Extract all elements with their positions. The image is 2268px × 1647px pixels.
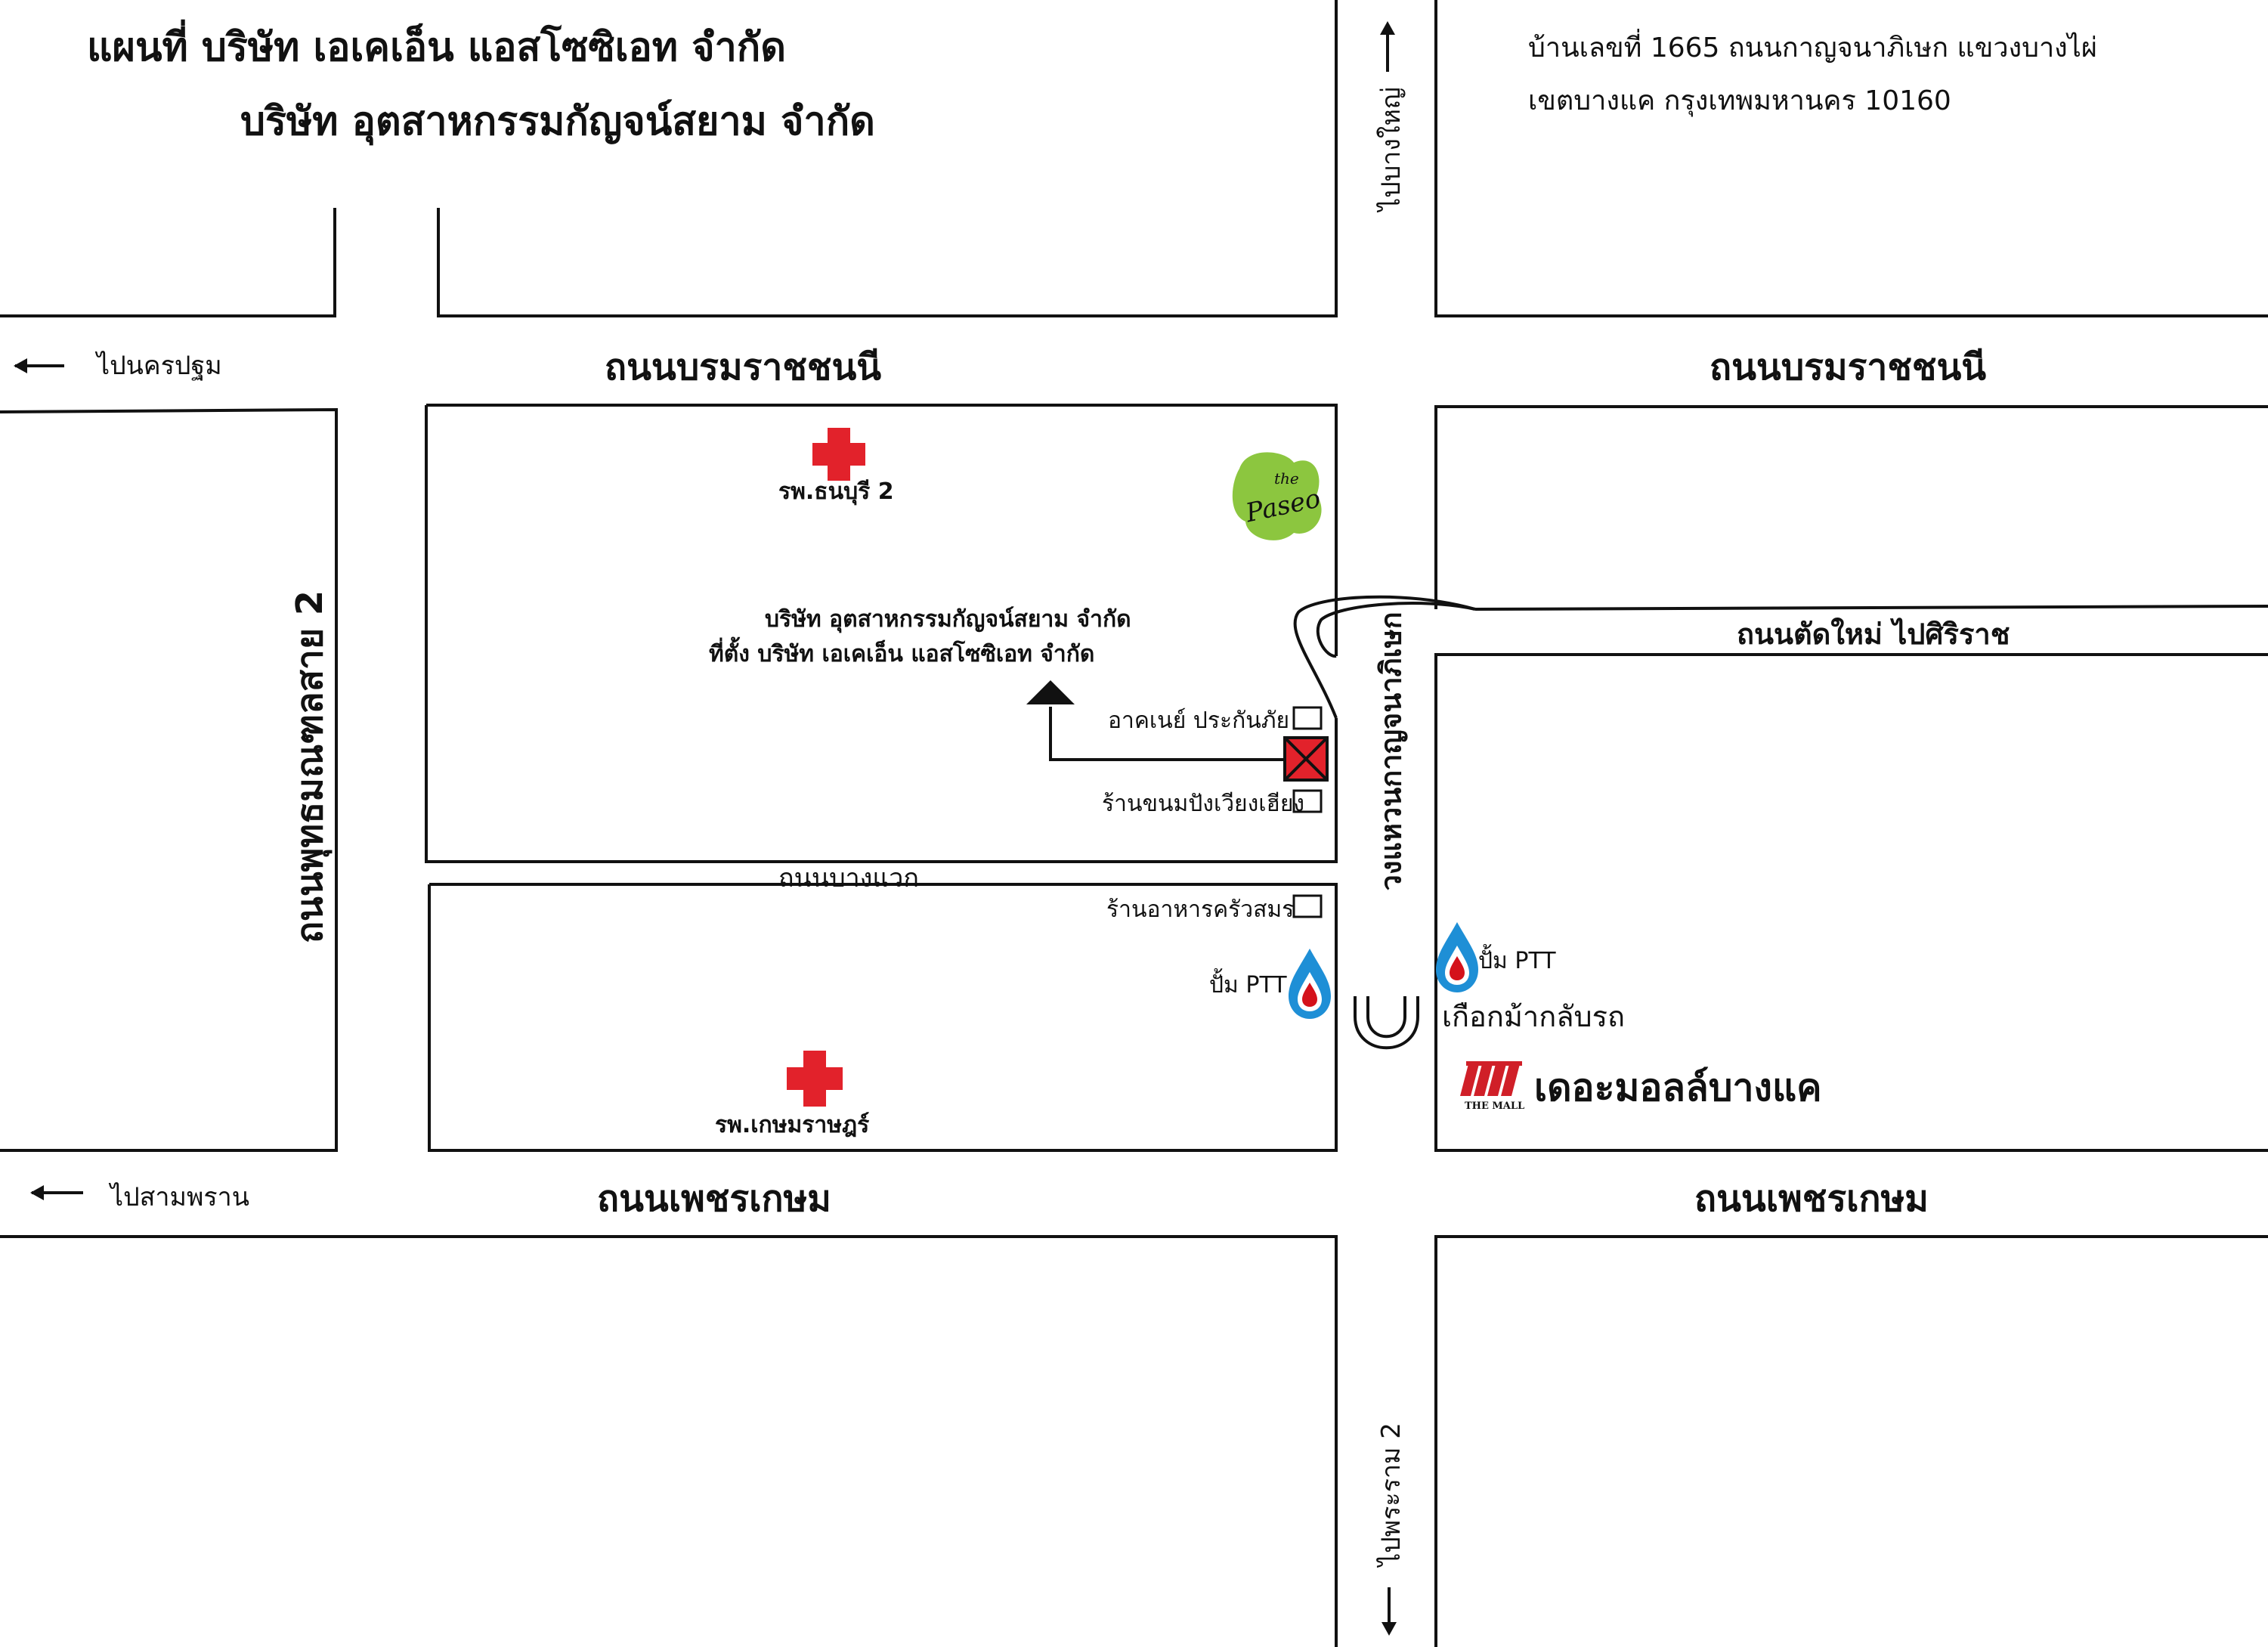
road-edge bbox=[1475, 606, 2268, 609]
the-mall-logo-text: THE MALL bbox=[1465, 1101, 1525, 1112]
address-line2: เขตบางแค กรุงเทพมหานคร 10160 bbox=[1528, 85, 1951, 116]
label-southeast-insurance: อาคเนย์ ประกันภัย bbox=[1108, 707, 1290, 734]
red-cross-icon bbox=[787, 1051, 843, 1107]
label-company-line1: บริษัท อุตสาหกรรมกัญจน์สยาม จำกัด bbox=[765, 606, 1131, 633]
map-title-line1: แผนที่ บริษัท เอเคเอ็น แอสโซซิเอท จำกัด bbox=[87, 25, 787, 70]
pointer-arrow-head bbox=[1026, 680, 1075, 704]
map-title-line2: บริษัท อุตสาหกรรมกัญจน์สยาม จำกัด bbox=[240, 99, 875, 144]
x-box-marker-icon bbox=[1285, 738, 1327, 780]
road-new-siriraj: ถนนตัดใหม่ ไปศิริราช bbox=[1737, 618, 2010, 651]
road-bang-waek: ถนนบางแวก bbox=[778, 863, 919, 893]
direction-nakhon-pathom: ไปนครปฐม bbox=[97, 351, 222, 381]
label-ptt-left: ปั้ม PTT bbox=[1209, 972, 1287, 998]
paseo-logo-the: the bbox=[1274, 469, 1299, 488]
direction-phra-ram-2: ไปพระราม 2 bbox=[1376, 1423, 1406, 1566]
label-ptt-right: ปั้ม PTT bbox=[1478, 948, 1556, 974]
road-phetkasem-left: ถนนเพชรเกษม bbox=[597, 1178, 831, 1220]
arrow-head bbox=[1380, 21, 1395, 35]
label-company-line2: ที่ตั้ง บริษัท เอเคเอ็น แอสโซซิเอท จำกัด bbox=[709, 641, 1095, 667]
label-the-mall-bangkae: เดอะมอลล์บางแค bbox=[1534, 1066, 1822, 1110]
road-borommaratchachonnani-right: ถนนบรมราชชนนี bbox=[1710, 346, 1987, 389]
paseo-logo bbox=[1233, 452, 1323, 540]
label-restaurant: ร้านอาหารครัวสมร bbox=[1106, 896, 1295, 923]
label-bakery-shop: ร้านขนมปังเวียงเฮียง bbox=[1102, 791, 1305, 817]
road-edge bbox=[1436, 1237, 2268, 1647]
road-edge bbox=[0, 1237, 1336, 1647]
label-hospital-thonburi-2: รพ.ธนบุรี 2 bbox=[778, 478, 894, 505]
direction-bang-yai: ไปบางใหญ่ bbox=[1376, 87, 1406, 211]
road-phetkasem-right: ถนนเพชรเกษม bbox=[1694, 1178, 1929, 1220]
direction-arrows bbox=[14, 21, 1397, 1636]
restaurant-square-icon bbox=[1294, 896, 1321, 917]
label-u-turn: เกือกม้ากลับรถ bbox=[1442, 1000, 1626, 1033]
arrow-head bbox=[1382, 1622, 1397, 1636]
ptt-drop-icon bbox=[1436, 922, 1478, 992]
red-cross-icon bbox=[812, 428, 865, 481]
direction-sam-phran: ไปสามพราน bbox=[110, 1182, 249, 1212]
u-turn-shape bbox=[1368, 996, 1405, 1036]
u-turn-shape bbox=[1355, 996, 1418, 1048]
paseo-logo-name: Paseo bbox=[1242, 483, 1323, 529]
road-kanchanaphisek-ring: วงแหวนกาญจนาภิเษก bbox=[1374, 611, 1408, 891]
road-edge bbox=[1436, 407, 2268, 609]
label-hospital-kasemrad: รพ.เกษมราษฎร์ bbox=[715, 1112, 870, 1138]
road-edge bbox=[0, 208, 335, 316]
arrow-head bbox=[30, 1185, 44, 1200]
road-phutthamonthon-sai-2: ถนนพุทธมณฑลสาย 2 bbox=[289, 590, 331, 943]
arrow-head bbox=[14, 358, 27, 373]
address-line1: บ้านเลขที่ 1665 ถนนกาญจนาภิเษก แขวงบางไผ่ bbox=[1528, 33, 2097, 63]
ptt-drop-icon bbox=[1289, 949, 1331, 1019]
road-borommaratchachonnani-left: ถนนบรมราชชนนี bbox=[605, 346, 882, 389]
southeast-insurance-square-icon bbox=[1294, 707, 1321, 729]
the-mall-logo bbox=[1460, 1061, 1524, 1112]
